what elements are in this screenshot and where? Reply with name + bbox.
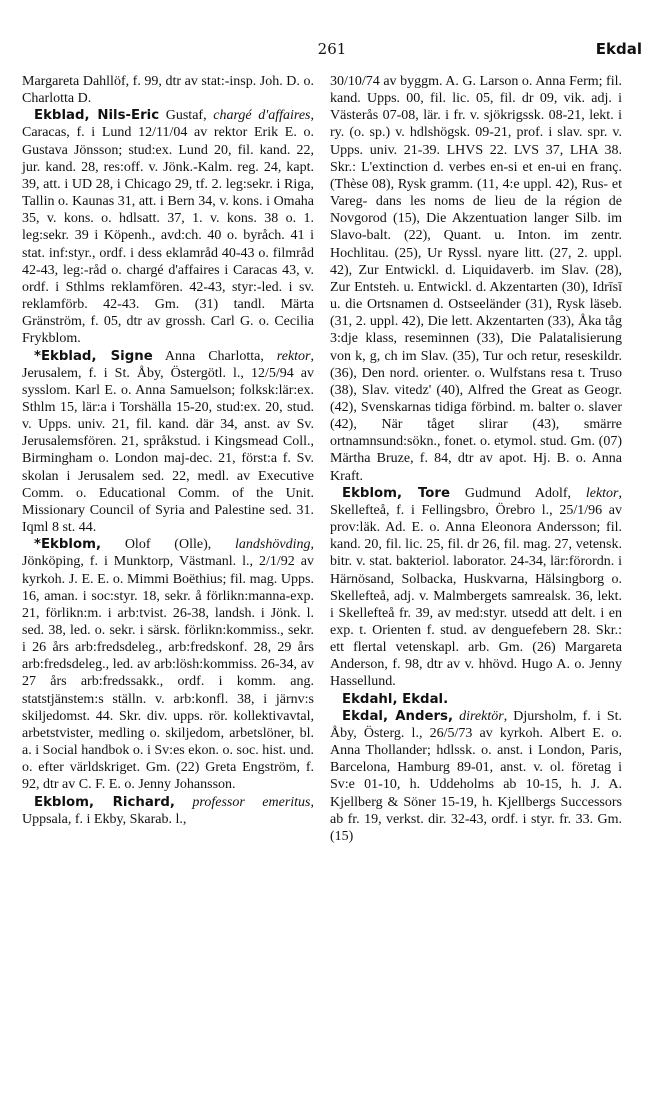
entry-ekblom-tore: Ekblom, Tore Gudmund Adolf, lektor, Skellefteå, f. i Fellingsbro, Örebro l., 25/1/96 av prov:läk. Ad. E. o. Anna Eleonora Andersson; fil. kand. 20, fil. lic. 25, fil. dr 26, fil. mag. 27, vetensk. bitr. v. stat. bakteriol. laborator. 24-34, lär:förordn. i Härnösand, Solbacka, Huskvarna, Hälsingborg o. Skellefteå, adj. v. Malmbergets samrealsk. 36, lekt. i Skellefteå fr. 39, av med:styr. utsedd att delt. i en exp. t. Orienten f. stud. av denguefebern 28. Skr.: ett flertal vetenskapl. arb. Gm. (26) Margareta Anderson, f. 98, dtr av v. hhövd. Hugo A. o. Jenny Hassellund. — [330, 485, 622, 690]
entry-name: Ekblad, Nils-Eric — [34, 108, 160, 124]
entry-title: landshövding — [235, 537, 311, 553]
entry-name: Ekblom, Tore — [342, 485, 451, 501]
entry-title: lektor — [585, 485, 619, 501]
right-column — [330, 73, 622, 845]
entry-continuation: Margareta Dahllöf, f. 99, dtr av stat:-insp. Joh. D. o. Charlotta D. — [22, 74, 314, 107]
entry-continuation: 30/10/74 av byggm. A. G. Larson o. Anna Ferm; fil. kand. Upps. 00, fil. lic. 05, fil. dr 09, vik. adj. i Västerås 07-08, lär. i fr. v. sjökrigssk. 08-21, lekt. i ry. (o. sp.) v. hdlshögsk. 09-21, prof. i slav. spr. v. Upps. univ. 21-39. LHVS 22. LVS 37, LHA 38. Skr.: L'extinction d. verbes en-si et en-ui en franç. (Thèse 08), Rysk gramm. (11, 4:e uppl. 42), Rus- et Vareg- dans les noms de lieu de la région de Novgorod (15), Die Akzentuation langer Silb. im Slavo-balt. (22), Quant. u. Inton. im zentr. Hochlitau. (25), Ur Ryssl. nyare litt. (27, 2. uppl. 42), Zur Entwickl. d. Liquidaverb. im Slav. (28), Zur Entsteh. u. Entwickl. d. Akzentarten (30), Idrīsī u. die Ortsnamen d. Ostseeländer (31), Rysk läseb. (31, 2. uppl. 42), Die lett. Akzentarten (33), Åka tåg 3:dje klass, reseminnen (33), Die Palatalisierung von k, g, ch im Slav. (35), Tur och retur, reseskildr. (36), Den nord. orienter. o. Wulfstans resa t. Truso (38), Slav. vitedz' (40), Alfred the Great as Geogr. (42), Svenskarnas tidiga förbind. m. balter o. slaver (42), När tåget slirar (43), smärre ortnamnsund:sökn., fonet. o. etymol. stud. Gm. (07) Märtha Bruze, f. 84, dtr av apot. Hj. B. o. Anna Kraft. — [330, 74, 622, 484]
entry-ekdahl-cross-reference — [330, 691, 622, 708]
entry-name: *Ekblad, Signe — [34, 348, 153, 364]
entry-ekblad-nils-eric: Ekblad, Nils-Eric Gustaf, chargé d'affaires, Caracas, f. i Lund 12/11/04 av rektor Erik E. o. Gustava Jönsson; stud:ex. Lund 20, fil. kand. 22, jur. kand. 28, res:off. v. Jönk.-Kalm. reg. 24, kapt. 39, att. i UD 28, i Chicago 29, tf. 2. leg:sekr. i Riga, Tallin o. Kaunas 31, att. i Bern 34, v. kons. i Omaha 35, v. kons. o. hdlsatt. 37, 1. v. kons. 38 o. 1. leg:sekr. 39 i Köpenh., avd:ch. 40 o. byråch. 41 i stat. inf:styr., ordf. i dess eklamråd 40-43 o. filmråd 42-43, leg:-råd o. chargé d'affaires i Caracas 43, v. ordf. i Sthlms reklamfören. 42-43, styr:-led. i sv. reklamförb. 42-43. Gm. (31) tandl. Märta Gränström, f. 05, dtr av grossh. Carl G. o. Cecilia Frykblom. — [22, 108, 314, 347]
entry-name: Ekdahl, Ekdal. — [342, 691, 449, 707]
entry-title: professor emeritus — [192, 794, 311, 810]
left-column — [22, 73, 314, 828]
entry-ekblom-richard: Ekblom, Richard, professor emeritus, Uppsala, f. i Ekby, Skarab. l., — [22, 794, 315, 827]
entry-ekblom-olof: *Ekblom, Olof (Olle), landshövding, Jönköping, f. i Munktorp, Västmanl. l., 2/1/92 av kyrkoh. J. E. E. o. Mimmi Boëthius; fil. mag. Upps. 16, aman. i soc:styr. 18, sekr. å förlikn:manna-exp. 21, förlikn:m. i arb:tvist. 26-38, landsh. i Jönk. l. sed. 38, led. o. sekr. i särsk. förlikn:kommiss., sekr. i 26 års arb:fredsdeleg., arb:fredskonf. 28, 29 års arb:fredsdeleg., led. av arb:lösh:kommiss. 26-34, av 27 års arb:fredssakk., ordf. i komm. ang. statstjänstem:s ställn. v. arb:konfl. 38, i järnv:s skiljedomst. 44. Skr. div. upps. rör. kollektivavtal, arbetstvister, medling o. skiljedom, arbetslöner, bl. a. i Social handbok o. i Sv:es ekon. o. soc. hist. und. o. efter världskriget. Gm. (22) Greta Engström, f. 92, dtr av C. F. E. o. Jenny Johansson. — [22, 537, 314, 793]
entry-name: *Ekblom, — [34, 537, 101, 553]
entry-ekblad-signe: *Ekblad, Signe Anna Charlotta, rektor, Jerusalem, f. i St. Åby, Östergötl. l., 12/5/94 av sysslom. Karl E. o. Anna Samuelson; folksk:lär:ex. Sthlm 15, lär:a i Torshälla 15-20, stud:ex. 20, stud. v. Upps. univ. 21, fil. kand. där 34, anst. av Sv. Jerusalemsfören. 21, språkstud. i Kingsmead Coll., Birmingham o. London maj-dec. 21, först:a f. Sv. skolan i Jerusalem sed. 22, medl. av Executive Comm. o. Educational Comm. of the Unit. Missionary Council of Syria and Palestine sed. 31. Iqml 8 st. 44. — [22, 348, 314, 536]
running-head: Ekdal — [595, 40, 642, 58]
entry-ekdal-anders: Ekdal, Anders, direktör, Djursholm, f. i St. Åby, Österg. l., 26/5/73 av kyrkoh. Albert E. o. Anna Thollander; hdlssk. o. anst. i London, Paris, Barcelona, Hamburg 89-01, anst. v. ol. företag i Sv:e 01-10, h. Uddeholms ab 10-15, h. J. A. Kjellberg & Söner 15-19, h. Kjellbergs Successors ab fr. 19, verkst. dir. 32-43, ordf. i styr. fr. 33. Gm. (15) — [330, 708, 623, 844]
entry-title: rektor — [276, 348, 311, 364]
entry-title: chargé d'affaires — [213, 108, 311, 124]
page-number: 261 — [317, 40, 347, 58]
entry-name: Ekdal, Anders, — [342, 708, 454, 724]
entry-name: Ekblom, Richard, — [34, 794, 175, 810]
entry-title: direktör — [459, 708, 504, 724]
